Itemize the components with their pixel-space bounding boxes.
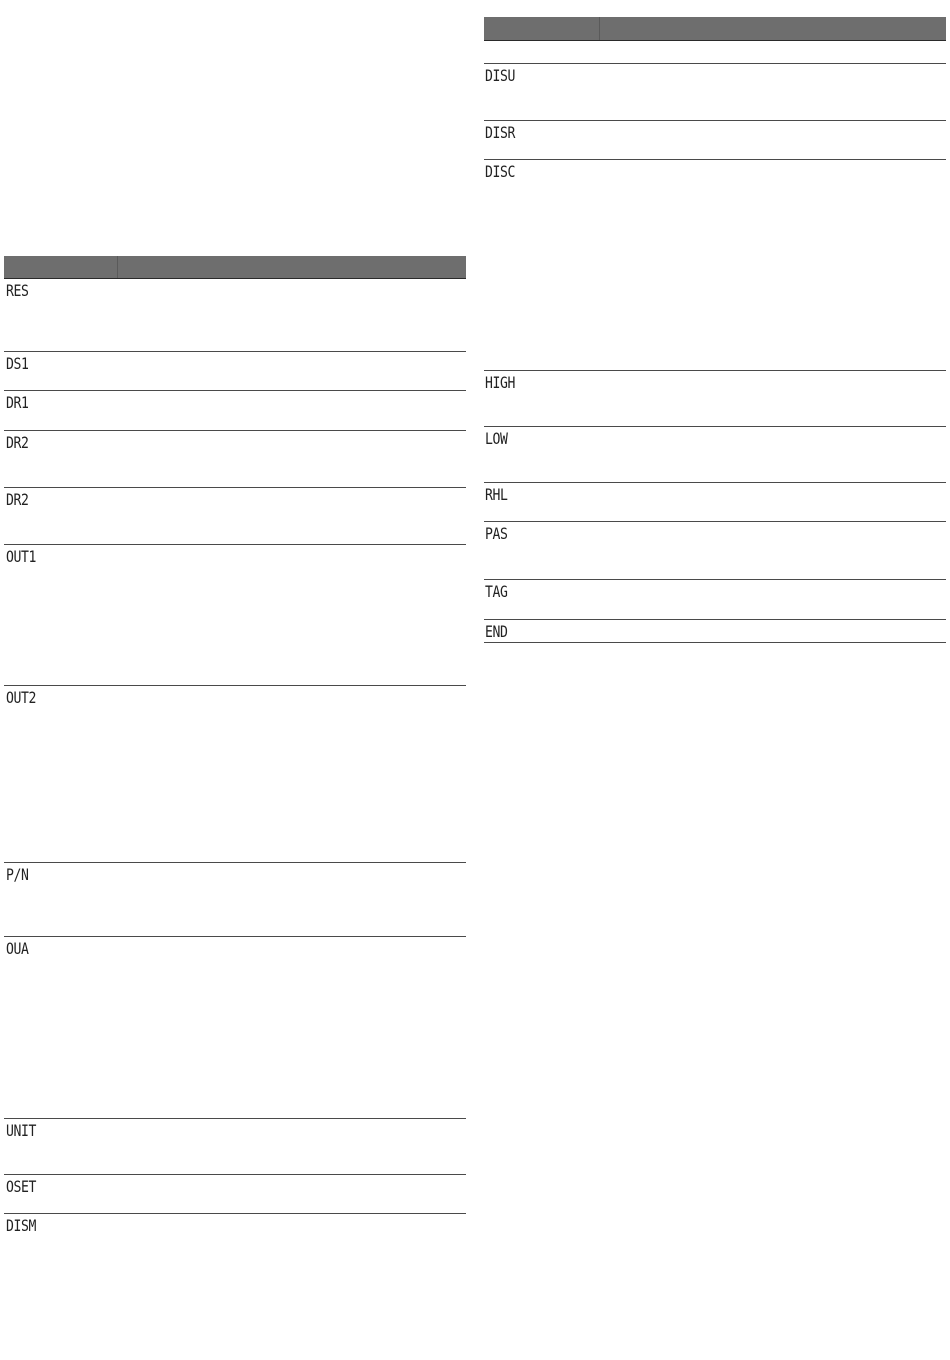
param-code: END [485,622,508,641]
header-divider [599,17,600,40]
table-row [4,488,466,545]
table-row [4,1214,466,1274]
param-code: DR2 [6,490,29,509]
table-row [4,431,466,488]
param-code: TAG [485,582,508,601]
param-code: OUA [6,939,29,958]
param-code: P/N [6,865,29,884]
table-row [484,522,946,580]
param-code: OSET [6,1177,36,1196]
table-row [4,352,466,391]
table-header [484,17,946,41]
table-row [484,483,946,522]
param-code: DISU [485,66,515,85]
table-header [4,256,466,279]
param-code: UNIT [6,1121,36,1140]
table-row [4,686,466,863]
table-row [4,545,466,686]
table-row [484,64,946,121]
table-row [484,371,946,427]
table-row [4,863,466,937]
table-row-empty [484,41,946,64]
parameter-table-right [484,17,946,643]
param-code: PAS [485,524,508,543]
param-code: RHL [485,485,508,504]
param-code: DISM [6,1216,36,1235]
parameter-table-left [4,256,466,1274]
param-code: DR2 [6,433,29,452]
table-row [484,160,946,371]
param-code: OUT1 [6,547,36,566]
header-divider [117,256,118,278]
param-code: DS1 [6,354,29,373]
param-code: OUT2 [6,688,36,707]
param-code: HIGH [485,373,515,392]
param-code: DISR [485,123,515,142]
param-code: DR1 [6,393,29,412]
table-row [484,121,946,160]
table-row [484,580,946,620]
table-row [4,937,466,1119]
param-code: RES [6,281,29,300]
table-row [4,391,466,431]
table-row [484,427,946,483]
param-code: LOW [485,429,508,448]
table-row [4,1119,466,1175]
table-row [4,1175,466,1214]
table-row [4,279,466,352]
table-row [484,620,946,643]
param-code: DISC [485,162,515,181]
